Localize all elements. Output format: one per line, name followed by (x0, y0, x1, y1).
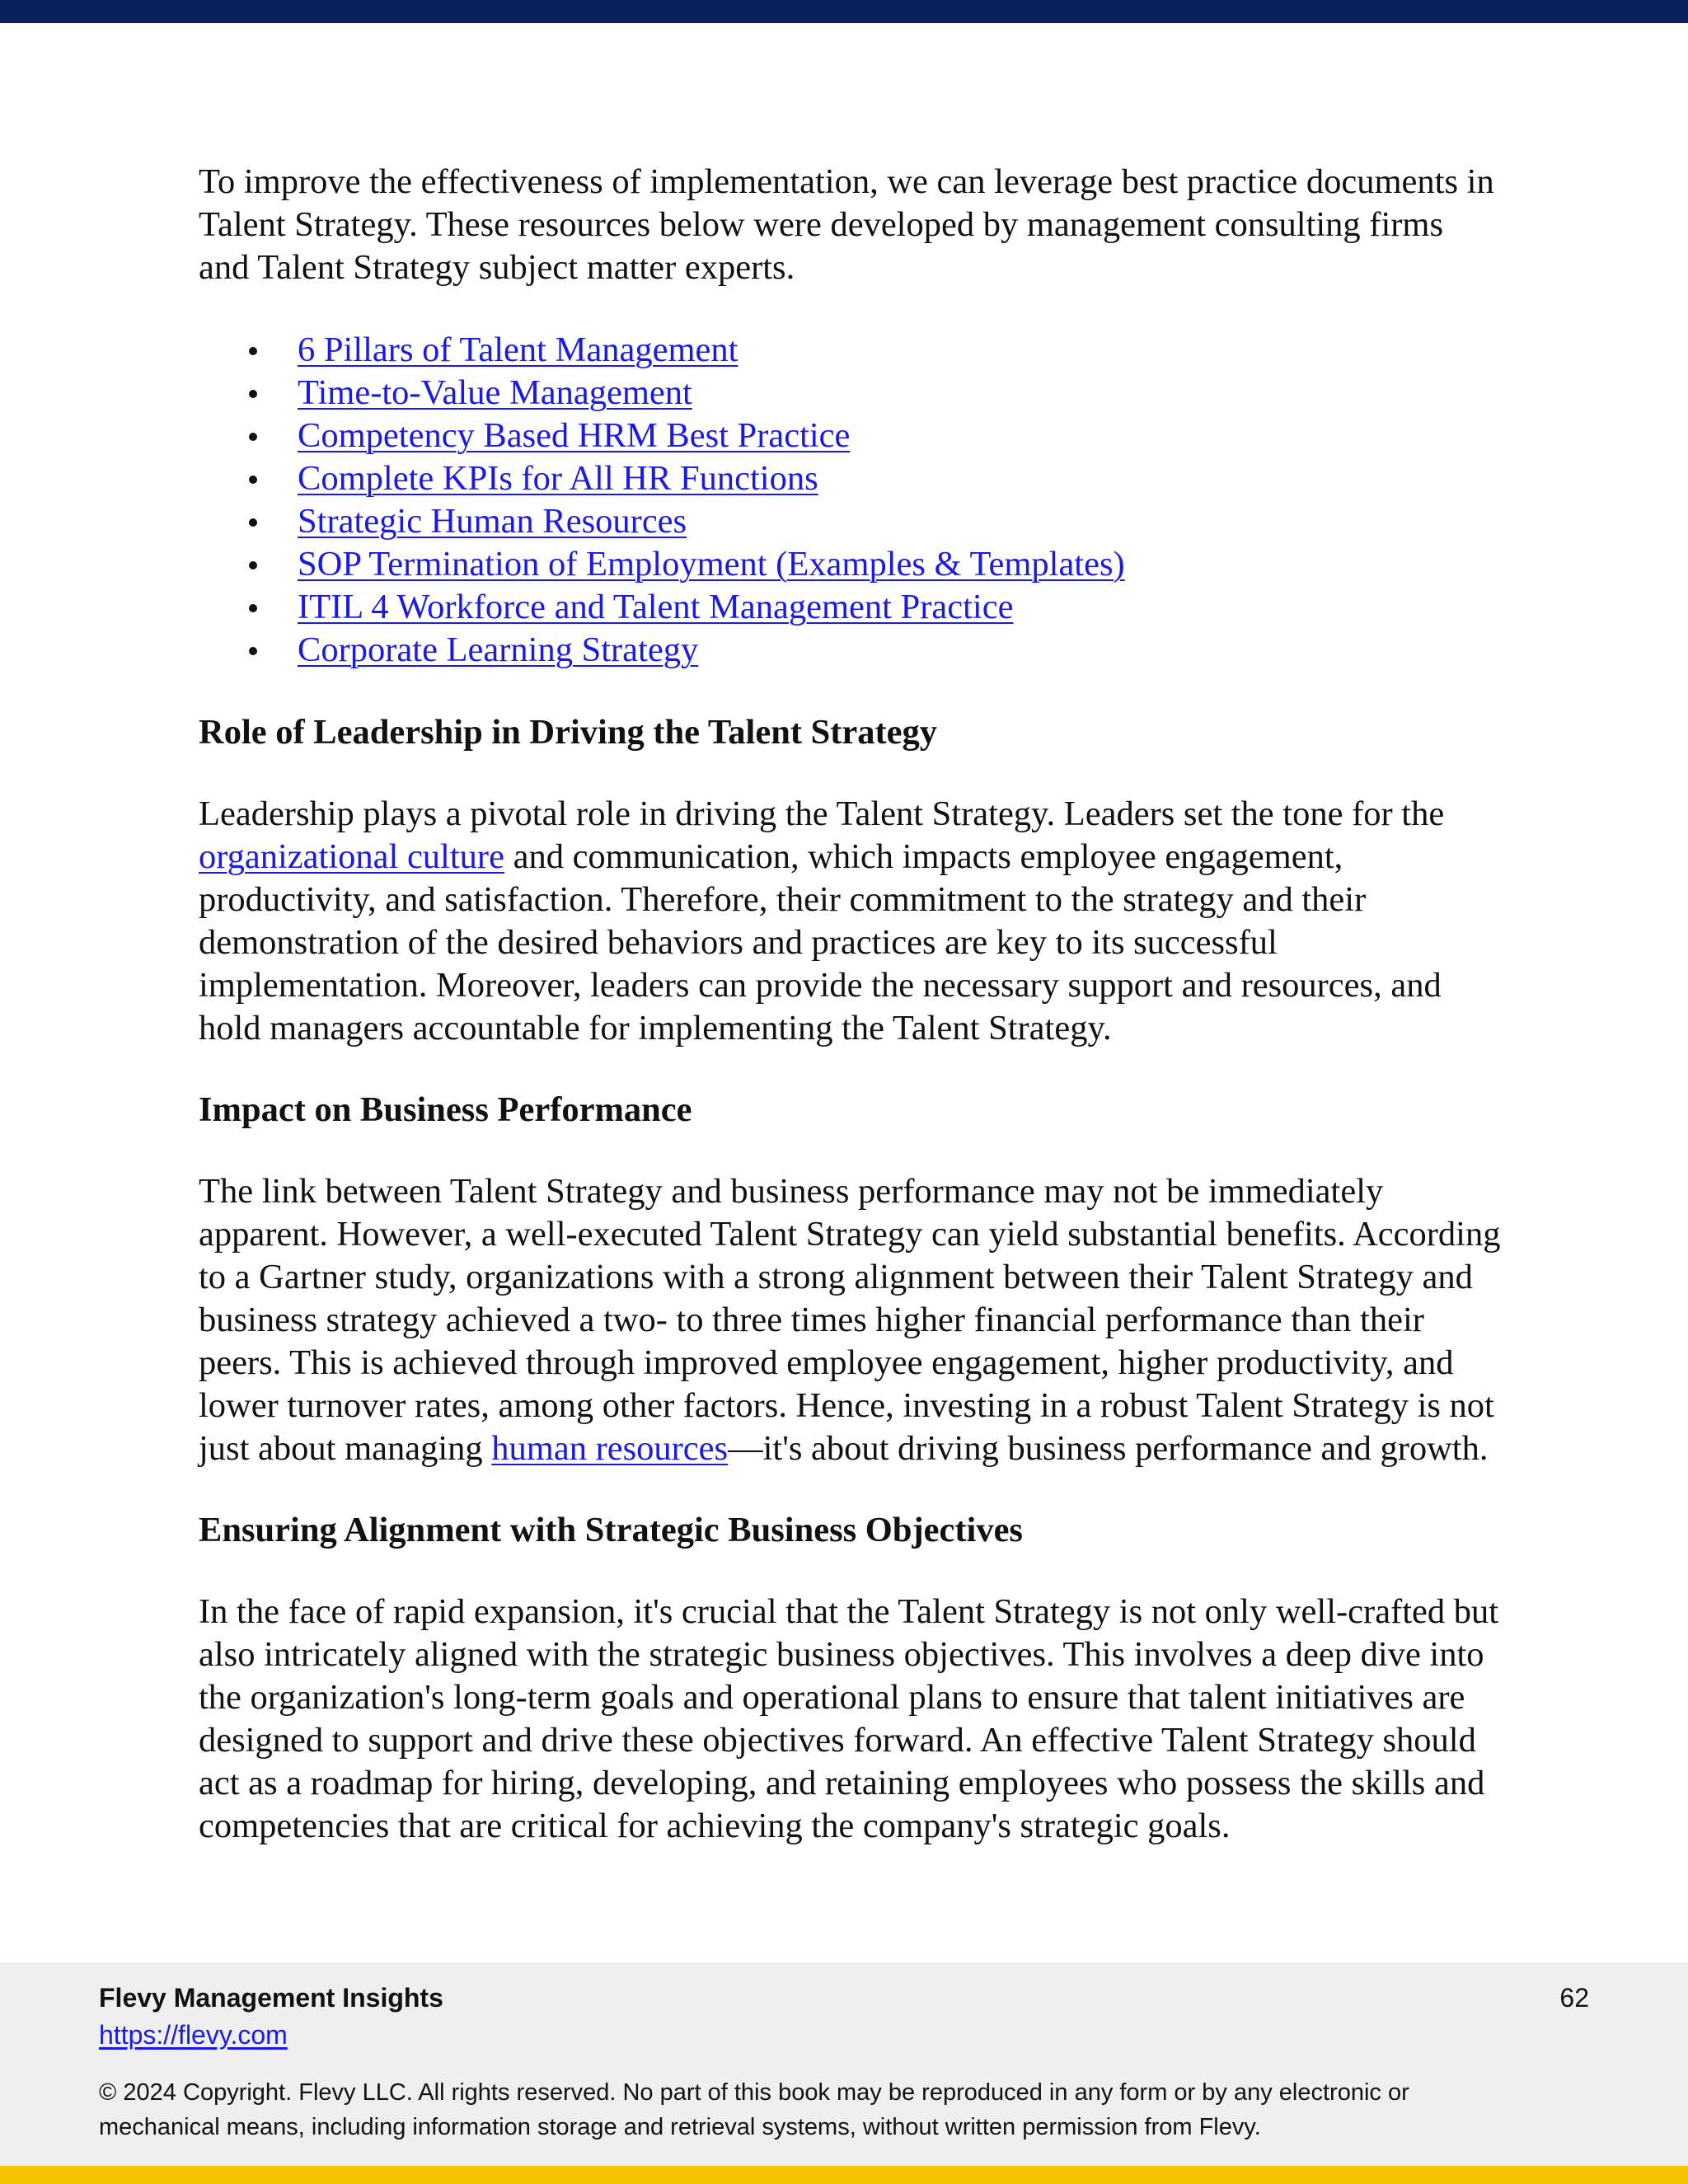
heading-alignment: Ensuring Alignment with Strategic Business Objectives (199, 1511, 1023, 1549)
top-color-bar (0, 0, 1688, 23)
list-item (199, 415, 1501, 457)
bullet-icon (249, 433, 257, 441)
list-item (199, 372, 1501, 415)
footer-brand: Flevy Management Insights (99, 1983, 443, 2013)
footer-copyright: © 2024 Copyright. Flevy LLC. All rights reserved. No part of this book may be reproduced in any form or by any electronic or mechanical means, including information storage and retrieval systems, without written permission from Flevy. (99, 2079, 1409, 2140)
heading-leadership: Role of Leadership in Driving the Talent Strategy (199, 713, 938, 752)
resource-link-sop-termination[interactable]: SOP Termination of Employment (Examples & Templates) (298, 545, 1125, 583)
resource-link-time-to-value[interactable]: Time-to-Value Management (298, 373, 692, 412)
resource-link-strategic-hr[interactable]: Strategic Human Resources (298, 502, 687, 541)
paragraph-text: —it's about driving business performance and growth. (728, 1429, 1489, 1468)
bullet-icon (249, 347, 257, 355)
paragraph-impact (199, 1170, 1501, 1470)
resource-link-corporate-learning[interactable]: Corporate Learning Strategy (298, 630, 699, 669)
heading-impact: Impact on Business Performance (199, 1090, 692, 1129)
paragraph-alignment: In the face of rapid expansion, it's crucial that the Talent Strategy is not only well-crafted but also intricately aligned with the strategic business objectives. This involves a deep dive into the organization's long-term goals and operational plans to ensure that talent initiatives are designed to support and drive these objectives forward. An effective Talent Strategy should act as a roadmap for hiring, developing, and retaining employees who possess the skills and competencies that are critical for achieving the company's strategic goals. (199, 1592, 1499, 1845)
link-organizational-culture[interactable]: organizational culture (199, 837, 504, 876)
bullet-icon (249, 390, 257, 398)
page-number: 62 (1559, 1983, 1589, 2013)
paragraph-text: The link between Talent Strategy and business performance may not be immediately apparent. However, a well-executed Talent Strategy can yield substantial benefits. According to a Gartner study, organizations with a strong alignment between their Talent Strategy and business strategy achieved a two- to three times higher financial performance than their peers. This is achieved through improved employee engagement, higher productivity, and lower turnover rates, among other factors. Hence, investing in a robust Talent Strategy is not just about managing (199, 1172, 1501, 1468)
footer-url-link[interactable]: https://flevy.com (99, 2020, 288, 2050)
paragraph-text: and communication, which impacts employee engagement, productivity, and satisfaction. Therefore, their commitment to the strategy and their demonstration of the desired behaviors and practices are key to its successful implementation. Moreover, leaders can provide the necessary support and resources, and hold managers accountable for implementing the Talent Strategy. (199, 837, 1442, 1047)
bullet-icon (249, 518, 257, 527)
intro-paragraph: To improve the effectiveness of implementation, we can leverage best practice documents in Talent Strategy. These resources below were developed by management consulting firms and Talent Strategy subject matter experts. (199, 162, 1494, 287)
bullet-icon (249, 604, 257, 612)
resource-link-list (199, 329, 1501, 672)
list-item (199, 586, 1501, 629)
resource-link-hr-kpis[interactable]: Complete KPIs for All HR Functions (298, 459, 818, 498)
resource-link-competency-hrm[interactable]: Competency Based HRM Best Practice (298, 416, 851, 455)
bullet-icon (249, 647, 257, 655)
page-content (199, 161, 1501, 1848)
page-footer (0, 1962, 1688, 2166)
bullet-icon (249, 476, 257, 484)
link-human-resources[interactable]: human resources (491, 1429, 729, 1468)
list-item (199, 457, 1501, 500)
list-item (199, 629, 1501, 672)
bottom-color-bar (0, 2166, 1688, 2184)
paragraph-leadership (199, 793, 1501, 1050)
list-item (199, 329, 1501, 372)
list-item (199, 500, 1501, 543)
paragraph-text: Leadership plays a pivotal role in driving the Talent Strategy. Leaders set the tone for the (199, 794, 1445, 833)
resource-link-talent-management[interactable]: 6 Pillars of Talent Management (298, 330, 738, 369)
resource-link-itil4-workforce[interactable]: ITIL 4 Workforce and Talent Management Practice (298, 588, 1014, 626)
bullet-icon (249, 561, 257, 569)
list-item (199, 543, 1501, 586)
